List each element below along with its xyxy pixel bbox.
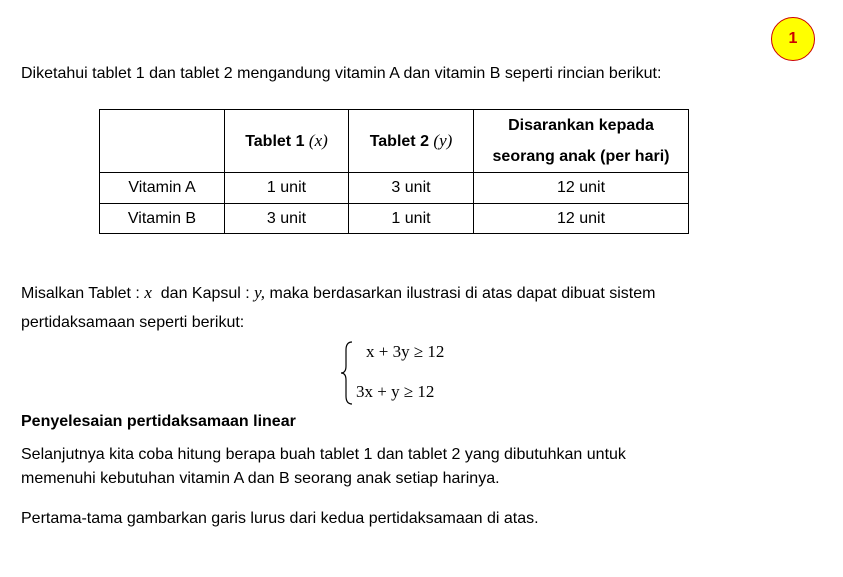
header-recommended-line1: Disarankan kepada: [508, 117, 654, 134]
header-recommended-line2: seorang anak (per hari): [492, 148, 670, 165]
left-brace-icon: [340, 340, 354, 406]
section-heading: Penyelesaian pertidaksamaan linear: [21, 413, 296, 430]
inequality-system: [340, 340, 480, 406]
para1-var-y: y,: [254, 283, 266, 302]
para1-middle: dan Kapsul :: [160, 285, 250, 302]
header-tablet-1-label: Tablet 1: [245, 133, 305, 150]
inequality-2: 3x + y ≥ 12: [356, 382, 435, 401]
cell-recommended: 12 unit: [474, 204, 689, 234]
table-row: [100, 173, 689, 204]
header-tablet-2-var: (y): [433, 131, 453, 150]
row-label: Vitamin A: [100, 173, 225, 204]
page-number-badge: 1: [771, 17, 815, 61]
intro-text: Diketahui tablet 1 dan tablet 2 mengandung vitamin A dan vitamin B seperti rincian berikut:: [21, 65, 662, 82]
cell-recommended: 12 unit: [474, 173, 689, 204]
cell-tablet-1: 1 unit: [225, 173, 349, 204]
header-tablet-2-label: Tablet 2: [369, 133, 429, 150]
paragraph-variables: [21, 283, 655, 303]
header-empty-cell: [100, 110, 225, 173]
header-tablet-1-var: (x): [308, 131, 328, 150]
vitamin-table: [99, 109, 689, 234]
cell-tablet-2: 1 unit: [349, 204, 474, 234]
para1-suffix: maka berdasarkan ilustrasi di atas dapat dibuat sistem: [269, 285, 656, 302]
para1-var-x: x: [144, 283, 152, 302]
para1-prefix: Misalkan Tablet :: [21, 285, 140, 302]
row-label: Vitamin B: [100, 204, 225, 234]
paragraph-line: Selanjutnya kita coba hitung berapa buah tablet 1 dan tablet 2 yang dibutuhkan untuk: [21, 446, 626, 463]
table-row: [100, 204, 689, 234]
header-tablet-2: [349, 110, 474, 173]
paragraph-system-intro: pertidaksamaan seperti berikut:: [21, 314, 245, 331]
header-recommended: [474, 110, 689, 173]
inequality-1: x + 3y ≥ 12: [366, 342, 445, 361]
header-tablet-1: [225, 110, 349, 173]
paragraph-instruction: Pertama-tama gambarkan garis lurus dari kedua pertidaksamaan di atas.: [21, 510, 539, 527]
paragraph-line: memenuhi kebutuhan vitamin A dan B seorang anak setiap harinya.: [21, 470, 500, 487]
cell-tablet-2: 3 unit: [349, 173, 474, 204]
cell-tablet-1: 3 unit: [225, 204, 349, 234]
table-header-row: [100, 110, 689, 173]
